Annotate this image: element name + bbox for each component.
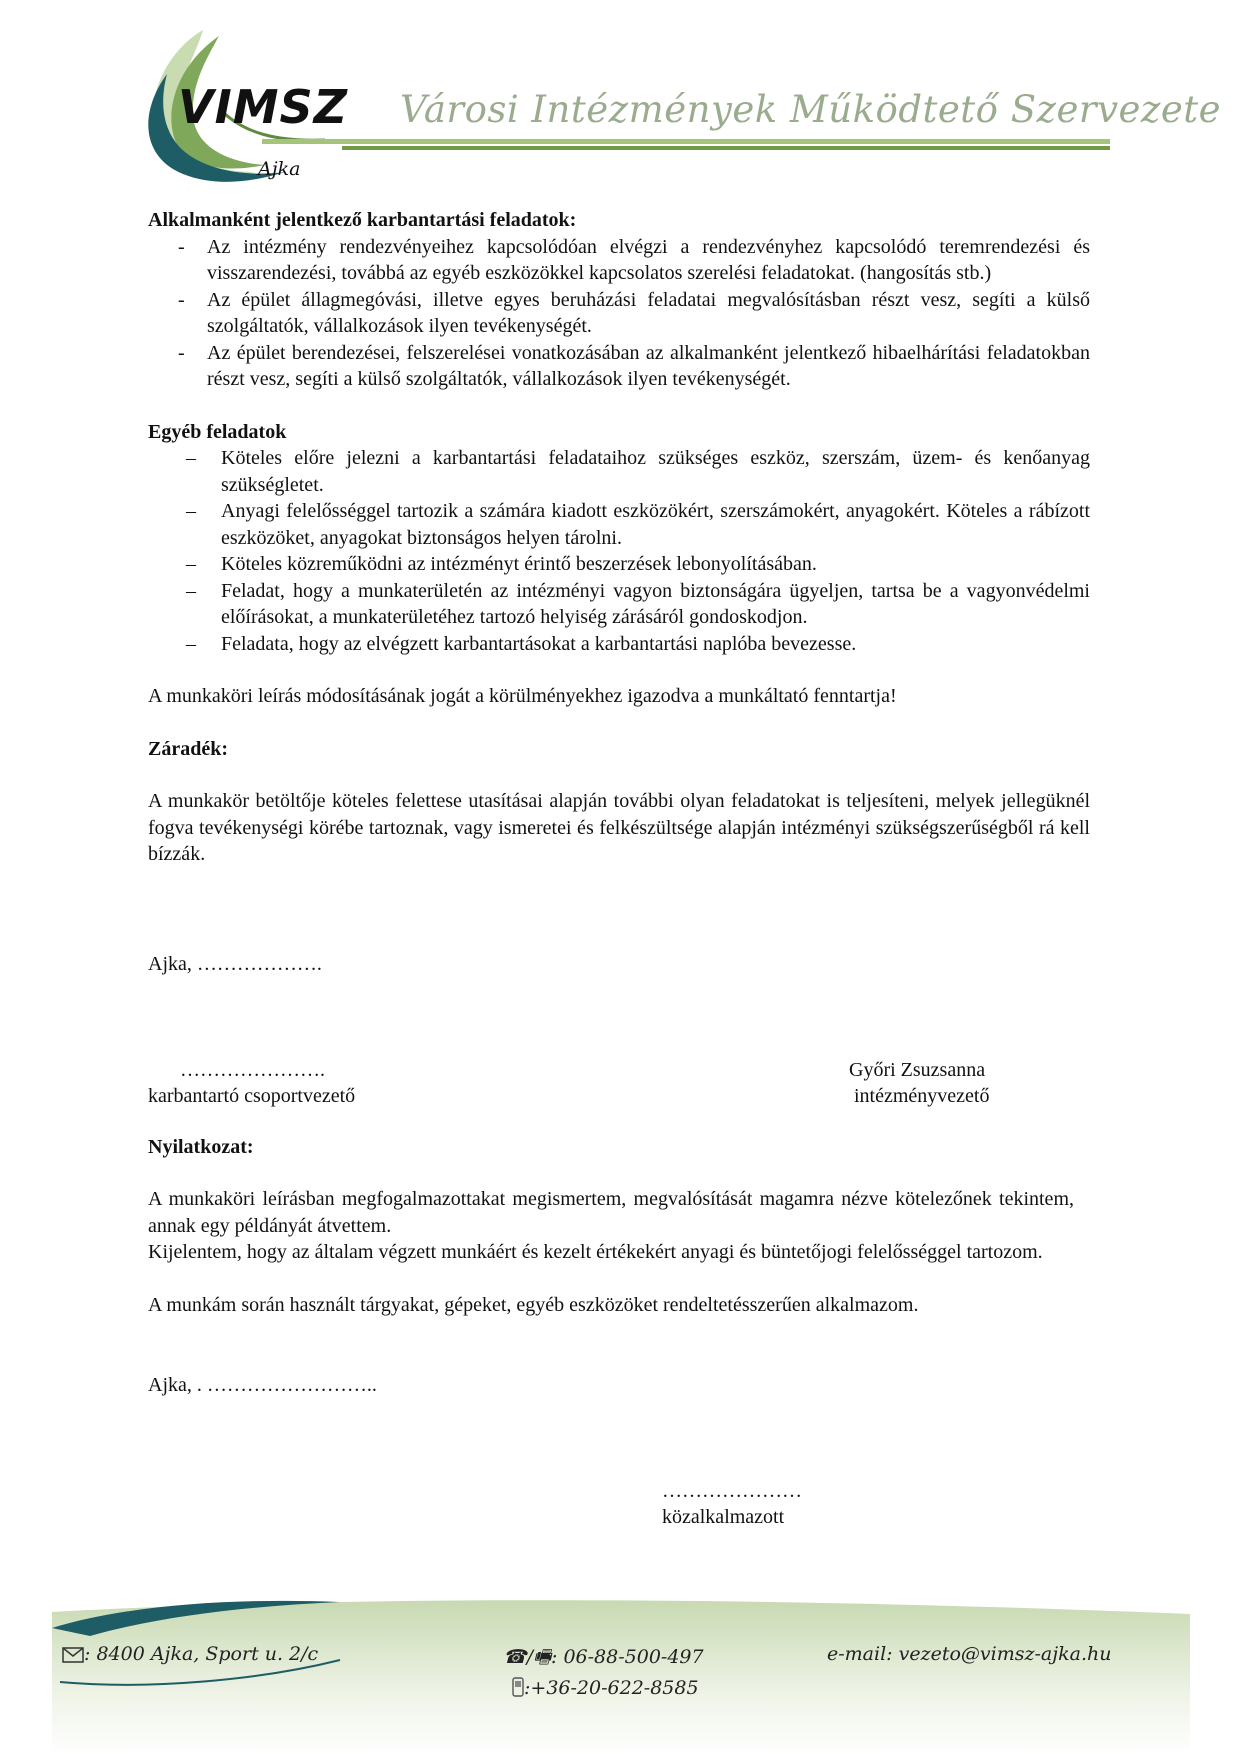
clause-heading: Záradék: xyxy=(148,737,228,760)
occasional-task-list xyxy=(148,234,1090,393)
mobile-phone-icon xyxy=(512,1677,524,1697)
footer-email: e-mail: vezeto@vimsz-ajka.hu xyxy=(827,1643,1112,1665)
list-item: – Köteles közreműködni az intézményt érintő beszerzések lebonyolításában. xyxy=(148,551,1090,578)
list-item: – Feladat, hogy a munkaterületén az intézményi vagyon biztonságára ügyeljen, tartsa be a vagyonvédelmi előírásokat, a munkaterületéhez tartozó helyiség zárásáról gondoskodjon. xyxy=(186,579,1090,628)
section-heading-occasional: Alkalmanként jelentkező karbantartási feladatok: xyxy=(148,209,577,231)
main-content xyxy=(148,207,1090,868)
employee-signature-dots: ………………… xyxy=(662,1480,802,1502)
footer-mobile: :+36-20-622-8585 xyxy=(512,1677,699,1699)
fax-icon: 🖷 xyxy=(533,1646,552,1668)
footer-address: : 8400 Ajka, Sport u. 2/c xyxy=(62,1643,318,1665)
clause-text: A munkakör betöltője köteles felettese utasításai alapján további olyan feladatokat is teljesíteni, melyek jellegüknél fogva tevékenységi körébe tartoznak, vagy ismeretei és felkészültsége alapján intézményi szükségszerűségből rá kell bízzák. xyxy=(148,790,1090,865)
modification-note: A munkaköri leírás módosításának jogát a körülményekhez igazodva a munkáltató fenntartja! xyxy=(148,685,897,707)
footer-phone: ☎/🖷: 06-88-500-497 xyxy=(503,1646,704,1668)
director-title: intézményvezető xyxy=(854,1085,990,1107)
declaration-block xyxy=(148,1186,1074,1318)
list-item: – Köteles előre jelezni a karbantartási feladataihoz szükséges eszköz, szerszám, üzem- és kenőanyag szükségletet. xyxy=(186,447,1090,496)
supervisor-title: karbantartó csoportvezető xyxy=(148,1085,356,1107)
logo-city: Ajka xyxy=(258,158,301,180)
other-task-list xyxy=(148,445,1090,657)
envelope-icon xyxy=(62,1647,84,1663)
section-heading-other: Egyéb feladatok xyxy=(148,420,287,443)
bullet-dash: – xyxy=(186,447,196,469)
declaration-paragraph-1: A munkaköri leírásban megfogalmazottakat megismertem, megvalósítását magamra nézve kötelezőnek tekintem, annak egy példányát átvettem. xyxy=(148,1188,1074,1237)
bullet-dash: - xyxy=(178,235,185,258)
phone-icon: ☎ xyxy=(503,1646,527,1668)
bullet-dash: – xyxy=(186,500,196,522)
bullet-dash: – xyxy=(186,579,196,602)
supervisor-signature-dots: …………………. xyxy=(180,1059,325,1081)
declaration-paragraph-3: A munkám során használt tárgyakat, gépeket, egyéb eszközöket rendeltetésszerűen alkalmazom. xyxy=(148,1293,919,1316)
declaration-heading: Nyilatkozat: xyxy=(148,1136,254,1158)
bullet-dash: – xyxy=(186,553,196,575)
list-item: - Az épület berendezései, felszerelései vonatkozásában az alkalmanként jelentkező hibaelhárítási feladatokban részt vesz, segíti a külső szolgáltatók, vállalkozások ilyen tevékenységét. xyxy=(178,341,1090,390)
bullet-dash: - xyxy=(178,341,185,364)
list-item: – Anyagi felelősséggel tartozik a számára kiadott eszközökért, szerszámokért, anyagokért. Köteles a rábízott eszközöket, anyagokat biztonságos helyen tárolni. xyxy=(186,500,1090,549)
header-underline xyxy=(262,136,1110,156)
list-item: - Az intézmény rendezvényeihez kapcsolódóan elvégzi a rendezvényhez kapcsolódó teremrendezési és visszarendezési, továbbá az egyéb eszközökkel kapcsolatos szerelési feladatokat. (hangosítás stb.) xyxy=(178,235,1090,284)
date-line-2: Ajka, . …………………….. xyxy=(148,1374,377,1396)
director-name: Győri Zsuzsanna xyxy=(849,1059,986,1081)
bullet-dash: - xyxy=(178,288,185,311)
logo-text: VIMSZ xyxy=(178,80,348,134)
date-line-1: Ajka, ………………. xyxy=(148,953,322,975)
organization-title: Városi Intézmények Működtető Szervezete xyxy=(400,88,1222,131)
list-item: – Feladata, hogy az elvégzett karbantartásokat a karbantartási naplóba bevezesse. xyxy=(148,631,1090,658)
employee-title: közalkalmazott xyxy=(662,1506,785,1528)
bullet-dash: – xyxy=(186,632,196,655)
declaration-paragraph-2: Kijelentem, hogy az általam végzett munkáért és kezelt értékekért anyagi és büntetőjogi felelősséggel tartozom. xyxy=(148,1241,1043,1263)
list-item: - Az épület állagmegóvási, illetve egyes beruházási feladatai megvalósításban részt vesz, segíti a külső szolgáltatók, vállalkozások ilyen tevékenységét. xyxy=(178,288,1090,337)
